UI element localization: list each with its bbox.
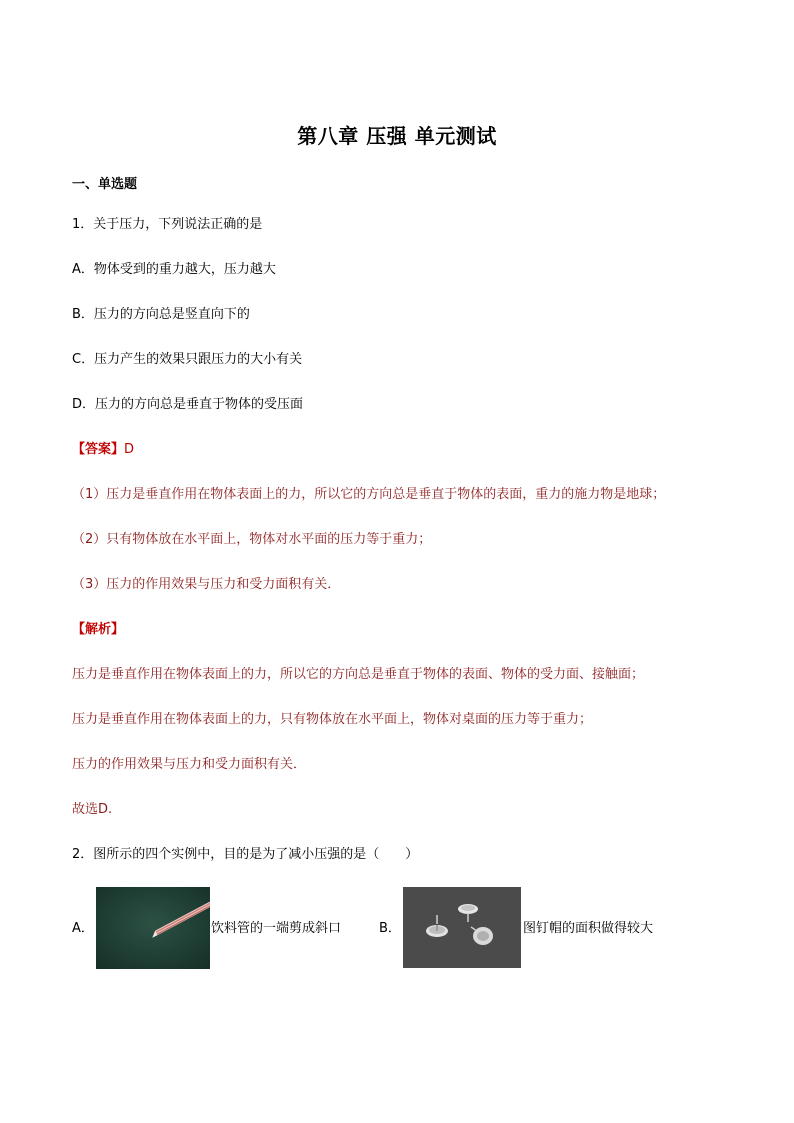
- analysis-line-2: 压力是垂直作用在物体表面上的力，只有物体放在水平面上，物体对桌面的压力等于重力；: [72, 712, 593, 727]
- question-1-option-c: C．压力产生的效果只跟压力的大小有关: [72, 352, 303, 367]
- thumbtack-image: [403, 887, 521, 968]
- analysis-line-3: 压力的作用效果与压力和受力面积有关．: [72, 757, 307, 772]
- question-2-option-b-text: 图钉帽的面积做得较大: [523, 921, 654, 936]
- analysis-line-1: 压力是垂直作用在物体表面上的力，所以它的方向总是垂直于物体的表面、物体的受力面、接触面；: [72, 667, 645, 682]
- question-2-option-a-letter: A．: [72, 921, 94, 936]
- analysis-tag: 【解析】: [72, 622, 125, 637]
- answer-value: D: [124, 442, 135, 457]
- question-1-stem: 1．关于压力，下列说法正确的是: [72, 217, 263, 232]
- analysis-conclusion: 故选D.: [72, 802, 113, 817]
- answer-tag: 【答案】: [72, 442, 125, 457]
- section-heading: 一、单选题: [72, 177, 138, 192]
- answer-line: [72, 441, 134, 459]
- answer-point-2: （2）只有物体放在水平面上，物体对水平面的压力等于重力；: [72, 532, 432, 547]
- page-title: 第八章 压强 单元测试: [297, 124, 497, 148]
- question-2-option-a-text: 饮料管的一端剪成斜口: [211, 921, 342, 936]
- question-2-stem: 2．图所示的四个实例中，目的是为了减小压强的是（ ）: [72, 847, 419, 862]
- question-2-option-b-letter: B．: [379, 921, 401, 936]
- answer-point-3: （3）压力的作用效果与压力和受力面积有关．: [72, 577, 341, 592]
- straw-image: [96, 887, 210, 969]
- question-1-option-a: A．物体受到的重力越大，压力越大: [72, 262, 276, 277]
- question-1-option-b: B．压力的方向总是竖直向下的: [72, 307, 250, 322]
- answer-point-1: （1）压力是垂直作用在物体表面上的力，所以它的方向总是垂直于物体的表面，重力的施力物是地球；: [72, 487, 666, 502]
- question-1-option-d: D．压力的方向总是垂直于物体的受压面: [72, 397, 304, 412]
